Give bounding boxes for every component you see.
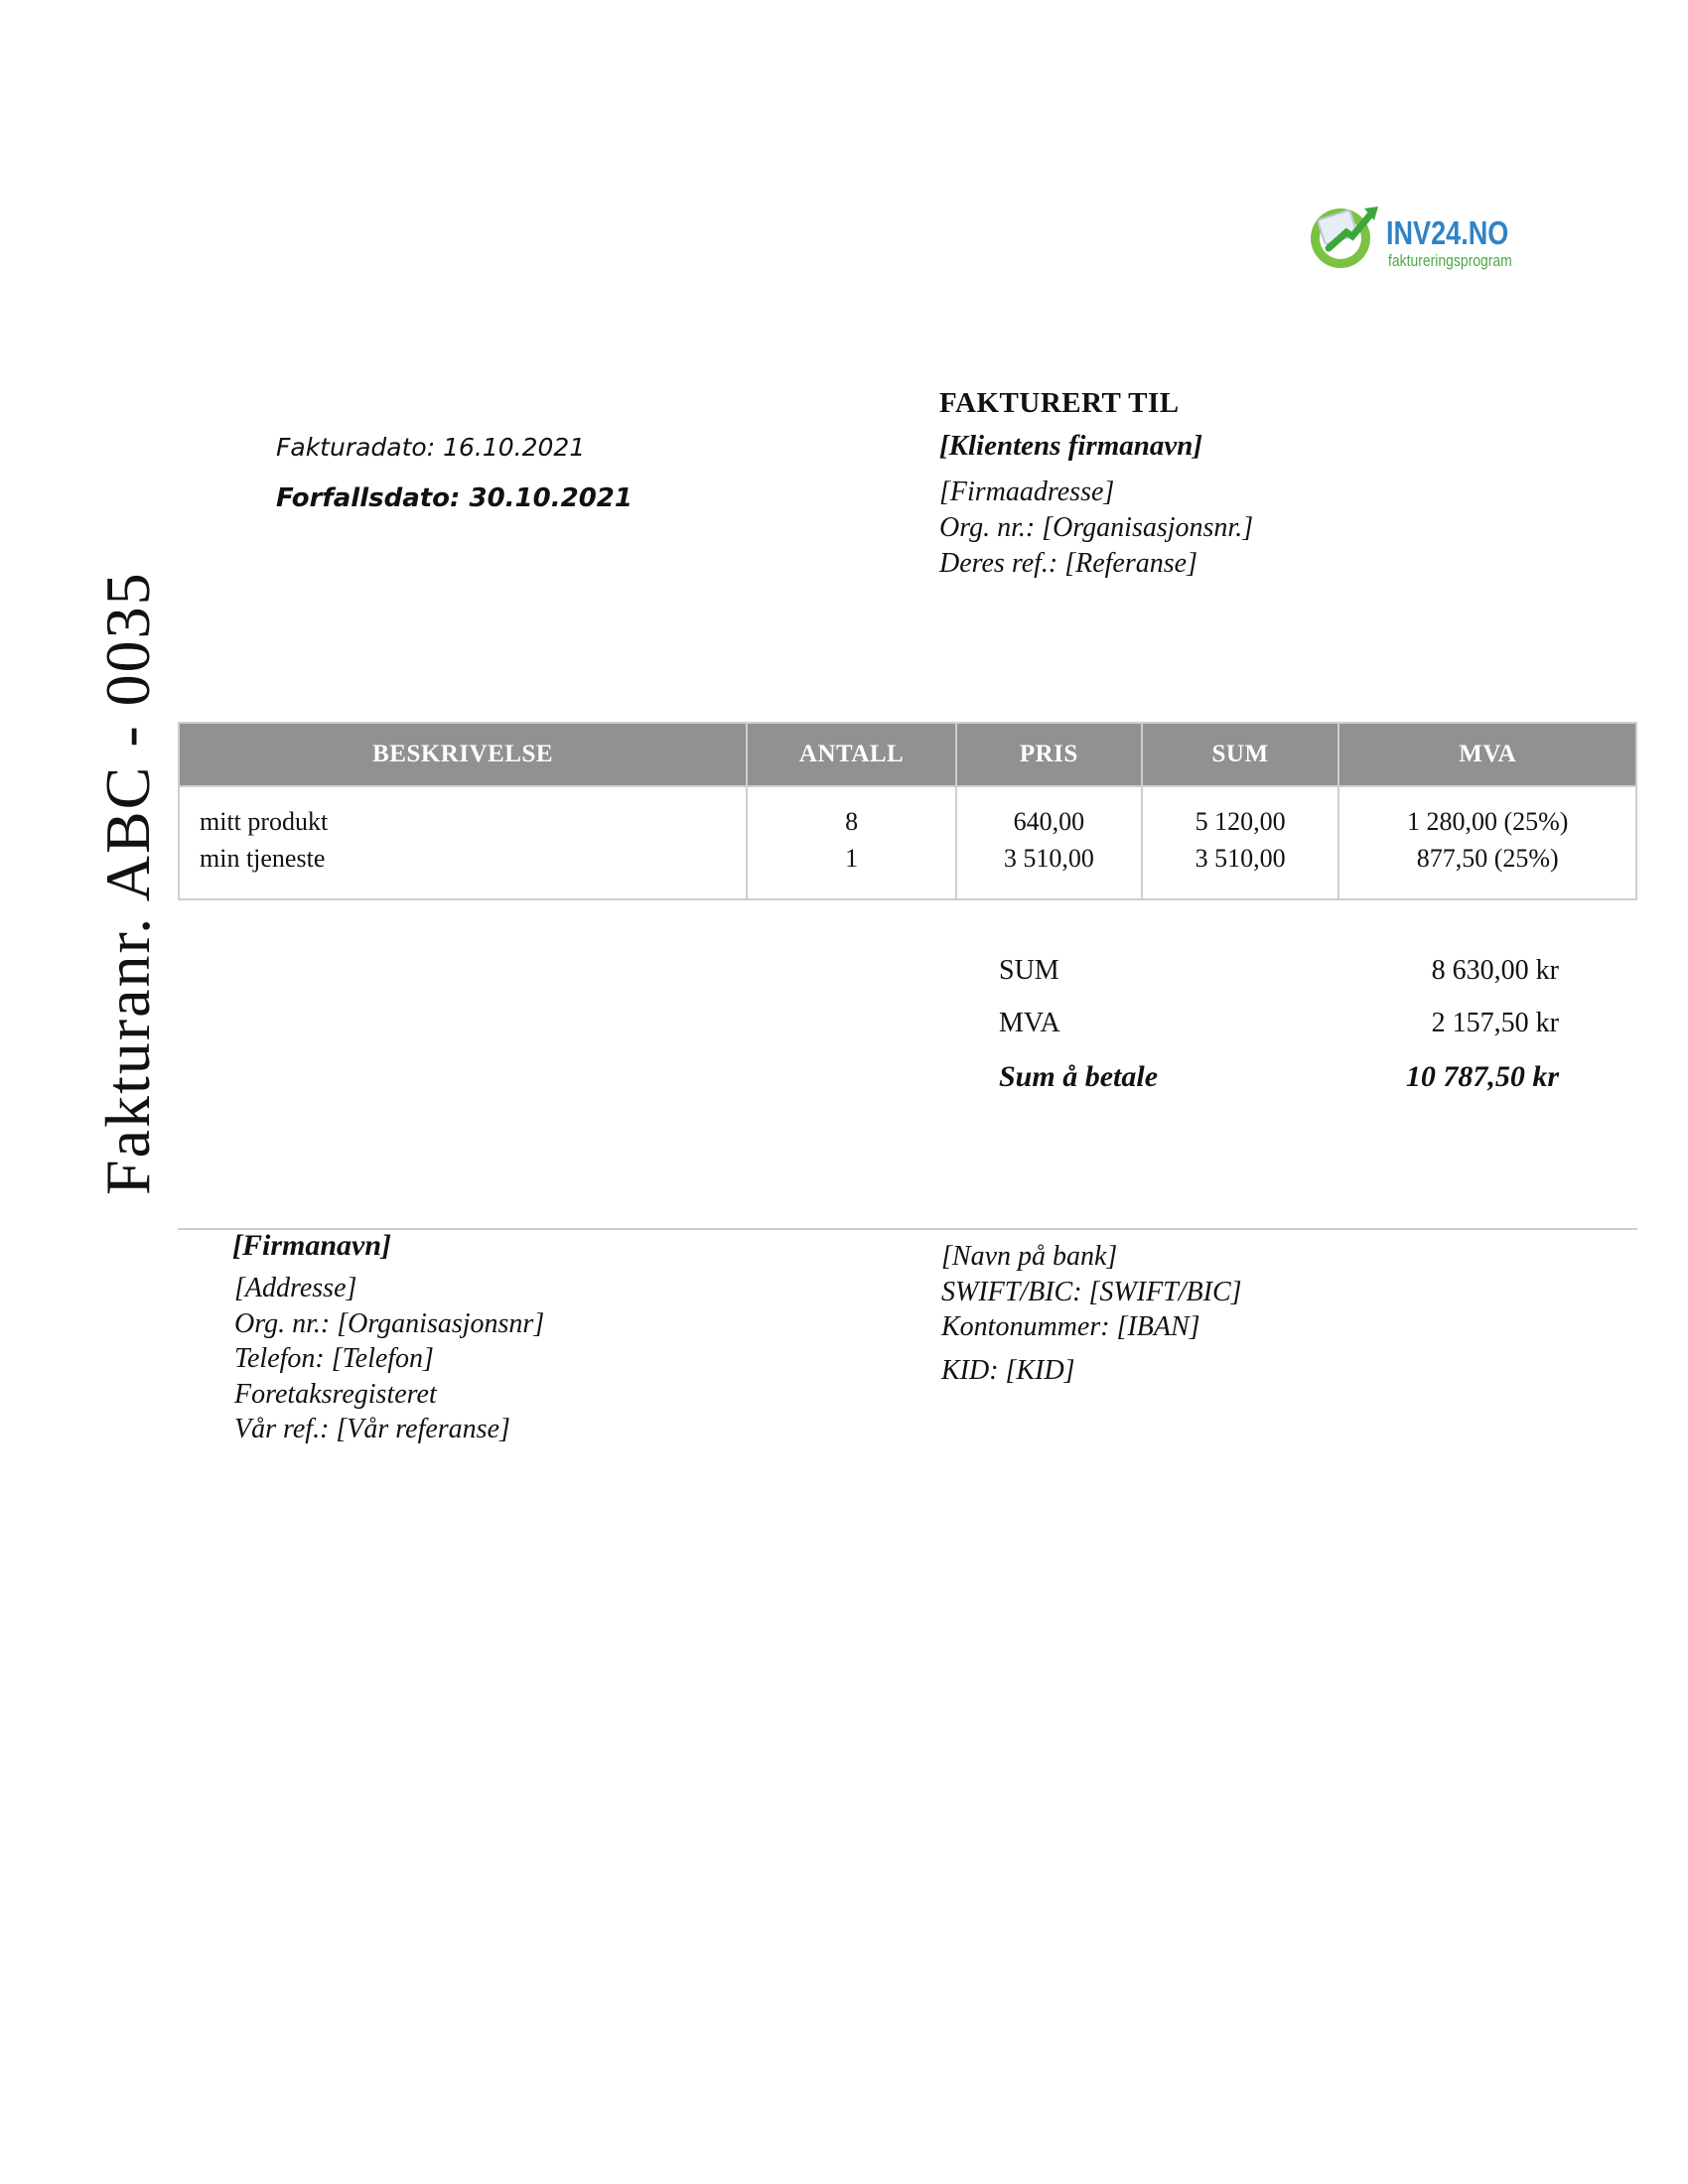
totals-block bbox=[999, 955, 1615, 1113]
bank-swift: SWIFT/BIC: [SWIFT/BIC] bbox=[941, 1276, 1242, 1307]
row-sum: 5 120,00 bbox=[1195, 807, 1286, 836]
logo-subtitle: faktureringsprogram bbox=[1388, 251, 1512, 270]
row-quantity: 8 bbox=[845, 807, 859, 836]
row-description: min tjeneste bbox=[200, 844, 326, 873]
header-vat: MVA bbox=[1338, 723, 1636, 786]
bank-name: [Navn på bank] bbox=[941, 1241, 1118, 1272]
row-quantity: 1 bbox=[845, 844, 859, 873]
row-price: 640,00 bbox=[1013, 807, 1085, 836]
client-reference: Deres ref.: [Referanse] bbox=[939, 548, 1197, 579]
bank-details bbox=[941, 1239, 1242, 1388]
total-vat-value: 2 157,50 kr bbox=[1431, 1008, 1559, 1038]
due-date: Forfallsdato: 30.10.2021 bbox=[276, 483, 633, 513]
sender-details bbox=[234, 1229, 544, 1447]
sender-reference: Vår ref.: [Vår referanse] bbox=[234, 1414, 510, 1444]
company-logo bbox=[1307, 201, 1525, 280]
logo-icon bbox=[1307, 201, 1382, 272]
client-address: [Firmaadresse] bbox=[939, 477, 1115, 507]
logo-title: INV24.NO bbox=[1386, 214, 1509, 251]
billed-to-block bbox=[939, 387, 1253, 582]
row-sum: 3 510,00 bbox=[1195, 844, 1286, 873]
items-table bbox=[178, 722, 1637, 900]
amount-due-value: 10 787,50 kr bbox=[1405, 1060, 1559, 1093]
total-sum-value: 8 630,00 kr bbox=[1431, 955, 1559, 986]
header-description: BESKRIVELSE bbox=[179, 723, 747, 786]
header-price: PRIS bbox=[956, 723, 1142, 786]
row-description: mitt produkt bbox=[200, 807, 329, 836]
header-quantity: ANTALL bbox=[747, 723, 956, 786]
sender-org-nr: Org. nr.: [Organisasjonsnr] bbox=[234, 1307, 545, 1339]
client-name: [Klientens firmanavn] bbox=[939, 430, 1203, 462]
table-row bbox=[179, 786, 1636, 899]
sender-address: [Addresse] bbox=[234, 1273, 357, 1303]
client-org-nr: Org. nr.: [Organisasjonsnr.] bbox=[939, 512, 1254, 543]
sender-company: [Firmanavn] bbox=[232, 1229, 392, 1262]
billed-to-heading: FAKTURERT TIL bbox=[939, 387, 1180, 419]
bank-account: Kontonummer: [IBAN] bbox=[941, 1311, 1200, 1342]
bank-kid: KID: [KID] bbox=[941, 1354, 1075, 1386]
sender-register: Foretaksregisteret bbox=[234, 1378, 437, 1410]
row-vat: 1 280,00 (25%) bbox=[1406, 807, 1569, 836]
invoice-date: Fakturadato: 16.10.2021 bbox=[276, 433, 586, 462]
row-price: 3 510,00 bbox=[1003, 844, 1094, 873]
row-vat: 877,50 (25%) bbox=[1416, 844, 1559, 873]
total-sum-label: SUM bbox=[999, 955, 1059, 986]
invoice-number: Fakturanr. ABC - 0035 bbox=[92, 571, 163, 1195]
sender-phone: Telefon: [Telefon] bbox=[234, 1343, 434, 1374]
header-sum: SUM bbox=[1142, 723, 1339, 786]
amount-due-label: Sum å betale bbox=[999, 1060, 1159, 1093]
total-vat-label: MVA bbox=[999, 1008, 1060, 1038]
